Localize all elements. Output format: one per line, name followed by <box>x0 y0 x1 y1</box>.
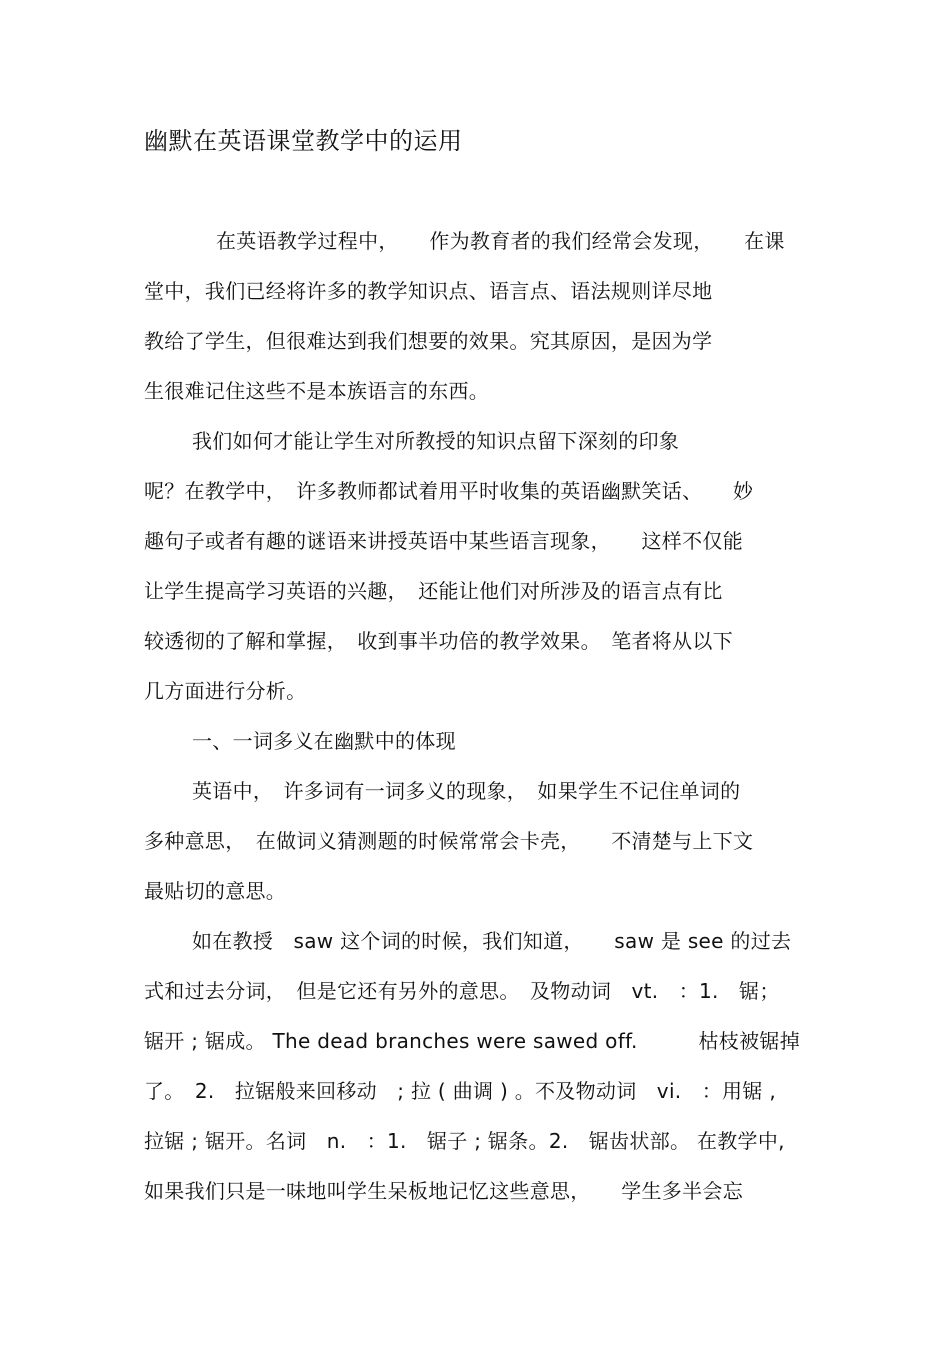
paragraph-line: 拉锯 ; 锯开。名词 n. ：1. 锯子 ; 锯条。2. 锯齿状部。 在教学中, <box>144 1129 785 1153</box>
paragraph-line: 锯开 ; 锯成。 The dead branches were sawed off. 枯枝被锯掉 <box>144 1029 800 1053</box>
paragraph-line: 呢？在教学中， 许多教师都试着用平时收集的英语幽默笑话、 妙 <box>144 479 754 503</box>
paragraph-line: 趣句子或者有趣的谜语来讲授英语中某些语言现象， 这样不仅能 <box>144 529 743 553</box>
paragraph-line: 教给了学生，但很难达到我们想要的效果。究其原因，是因为学 <box>144 329 713 353</box>
paragraph-line: 英语中， 许多词有一词多义的现象， 如果学生不记住单词的 <box>192 779 741 803</box>
paragraph-line: 我们如何才能让学生对所教授的知识点留下深刻的印象 <box>192 429 680 453</box>
paragraph-line: 多种意思， 在做词义猜测题的时候常常会卡壳， 不清楚与上下文 <box>144 829 754 853</box>
paragraph-line: 最贴切的意思。 <box>144 879 287 903</box>
paragraph-line: 生很难记住这些不是本族语言的东西。 <box>144 379 490 403</box>
section-heading: 一、一词多义在幽默中的体现 <box>192 729 456 753</box>
paragraph-line: 让学生提高学习英语的兴趣， 还能让他们对所涉及的语言点有比 <box>144 579 723 603</box>
paragraph-line: 如果我们只是一味地叫学生呆板地记忆这些意思， 学生多半会忘 <box>144 1179 743 1203</box>
paragraph-line: 了。 2. 拉锯般来回移动 ; 拉 ( 曲调 ) 。不及物动词 vi. ：用锯 , <box>144 1079 776 1103</box>
paragraph-line: 堂中，我们已经将许多的教学知识点、语言点、语法规则详尽地 <box>144 279 713 303</box>
document-title: 幽默在英语课堂教学中的运用 <box>144 127 463 155</box>
paragraph-line: 在英语教学过程中， 作为教育者的我们经常会发现， 在课 <box>216 229 785 253</box>
paragraph-line: 几方面进行分析。 <box>144 679 307 703</box>
paragraph-line: 较透彻的了解和掌握， 收到事半功倍的教学效果。 笔者将从以下 <box>144 629 733 653</box>
paragraph-line: 如在教授 saw 这个词的时候，我们知道， saw 是 see 的过去 <box>192 929 792 953</box>
paragraph-line: 式和过去分词， 但是它还有另外的意思。 及物动词 vt. ：1. 锯； <box>144 979 780 1003</box>
